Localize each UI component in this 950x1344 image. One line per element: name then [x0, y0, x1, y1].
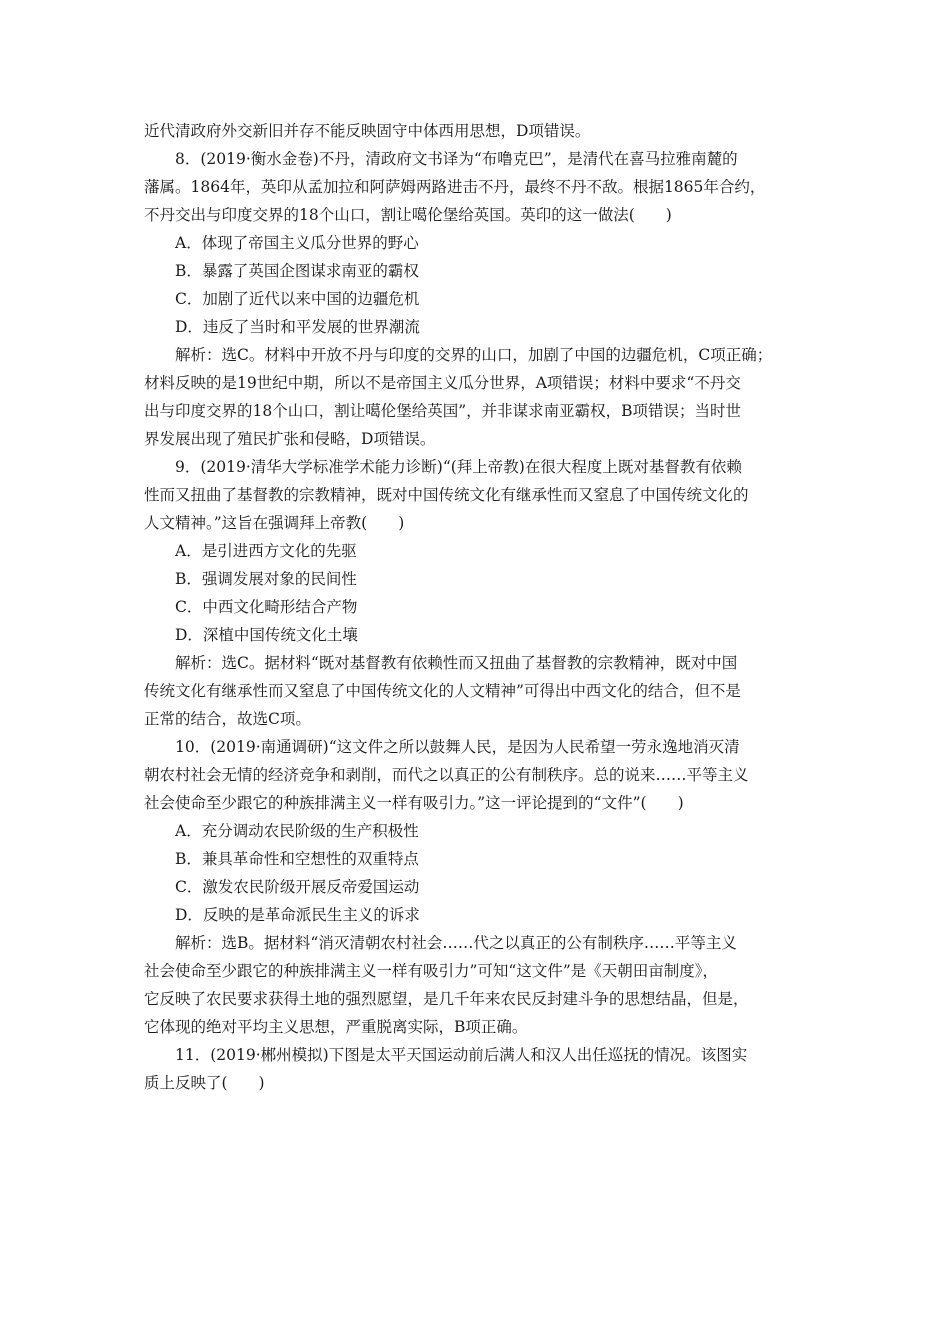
question-10-analysis	[144, 929, 814, 1041]
question-8-analysis-line: 材料反映的是19世纪中期，所以不是帝国主义瓜分世界，A项错误；材料中要求“不丹交	[144, 374, 741, 392]
question-10-option-c: C．激发农民阶级开展反帝爱国运动	[175, 878, 420, 896]
question-8-option-c: C．加剧了近代以来中国的边疆危机	[175, 290, 420, 308]
question-10-stem-line: 10．(2019·南通调研)“这文件之所以鼓舞人民，是因为人民希望一劳永逸地消灭清	[175, 738, 740, 756]
question-8-analysis-line: 解析：选C。材料中开放不丹与印度的交界的山口，加剧了中国的边疆危机，C项正确；	[175, 346, 773, 364]
question-9-analysis-line: 解析：选C。据材料“既对基督教有依赖性而又扭曲了基督教的宗教精神，既对中国	[175, 654, 738, 672]
question-9-option-a: A．是引进西方文化的先驱	[175, 542, 357, 560]
question-10-stem-line: 社会使命至少跟它的种族排满主义一样有吸引力。”这一评论提到的“文件”( )	[144, 794, 684, 812]
document-body	[144, 117, 814, 1097]
question-8-stem-line: 不丹交出与印度交界的18个山口，割让噶伦堡给英国。英印的这一做法( )	[144, 206, 672, 224]
intro-paragraph	[144, 117, 814, 145]
question-8-analysis-line: 出与印度交界的18个山口，割让噶伦堡给英国”，并非谋求南亚霸权，B项错误；当时世	[144, 402, 742, 420]
intro-line: 近代清政府外交新旧并存不能反映固守中体西用思想，D项错误。	[144, 122, 591, 140]
question-10-analysis-line: 它体现的绝对平均主义思想，严重脱离实际，B项正确。	[144, 1018, 528, 1036]
question-10-analysis-line: 社会使命至少跟它的种族排满主义一样有吸引力”可知“这文件”是《天朝田亩制度》，	[144, 962, 719, 980]
question-8-analysis	[144, 341, 814, 453]
question-10-stem-line: 朝农村社会无情的经济竞争和剥削，而代之以真正的公有制秩序。总的说来……平等主义	[144, 766, 749, 784]
question-8-option-b: B．暴露了英国企图谋求南亚的霸权	[175, 262, 419, 280]
question-9-stem	[144, 453, 814, 537]
question-10-analysis-line: 解析：选B。据材料“消灭清朝农村社会……代之以真正的公有制秩序……平等主义	[175, 934, 737, 952]
question-9-stem-line: 9．(2019·清华大学标准学术能力诊断)“(拜上帝教)在很大程度上既对基督教有依赖	[175, 458, 742, 476]
question-10-stem	[144, 733, 814, 817]
question-10-option-b: B．兼具革命性和空想性的双重特点	[175, 850, 419, 868]
question-8-option-a: A．体现了帝国主义瓜分世界的野心	[175, 234, 419, 252]
question-9-option-b: B．强调发展对象的民间性	[175, 570, 357, 588]
question-8-analysis-line: 界发展出现了殖民扩张和侵略，D项错误。	[144, 430, 436, 448]
question-9-stem-line: 人文精神。”这旨在强调拜上帝教( )	[144, 514, 405, 532]
question-10-option-a: A．充分调动农民阶级的生产积极性	[175, 822, 419, 840]
question-8-stem-line: 8．(2019·衡水金卷)不丹，清政府文书译为“布噜克巴”，是清代在喜马拉雅南麓的	[175, 150, 738, 168]
question-8-stem-line: 藩属。1864年，英印从孟加拉和阿萨姆两路进击不丹，最终不丹不敌。根据1865年合约，	[144, 178, 766, 196]
question-11-stem	[144, 1041, 814, 1097]
question-8-stem	[144, 145, 814, 229]
question-9-stem-line: 性而又扭曲了基督教的宗教精神，既对中国传统文化有继承性而又窒息了中国传统文化的	[144, 486, 749, 504]
question-11-stem-line: 11．(2019·郴州模拟)下图是太平天国运动前后满人和汉人出任巡抚的情况。该图实	[175, 1046, 748, 1064]
question-9-analysis-line: 正常的结合，故选C项。	[144, 710, 311, 728]
question-9-option-c: C．中西文化畸形结合产物	[175, 598, 358, 616]
question-9-option-d: D．深植中国传统文化土壤	[175, 626, 358, 644]
question-10-analysis-line: 它反映了农民要求获得土地的强烈愿望，是几千年来农民反封建斗争的思想结晶，但是，	[144, 990, 749, 1008]
question-8-option-d: D．违反了当时和平发展的世界潮流	[175, 318, 420, 336]
question-9-analysis	[144, 649, 814, 733]
question-11-stem-line: 质上反映了( )	[144, 1074, 265, 1092]
question-9-analysis-line: 传统文化有继承性而又窒息了中国传统文化的人文精神”可得出中西文化的结合，但不是	[144, 682, 741, 700]
question-10-option-d: D．反映的是革命派民生主义的诉求	[175, 906, 420, 924]
